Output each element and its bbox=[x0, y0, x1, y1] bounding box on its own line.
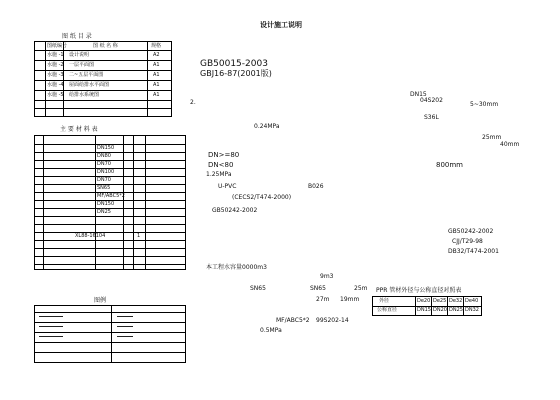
diameter-value: 19mm bbox=[340, 296, 360, 303]
pressure-value: 0.24MPa bbox=[254, 123, 280, 130]
legend-symbol bbox=[117, 316, 133, 317]
index-row-spec: A1 bbox=[153, 72, 160, 78]
ppr-header: De25 bbox=[433, 298, 447, 304]
index-header-spec: 规格 bbox=[151, 43, 162, 49]
index-row-spec: A1 bbox=[153, 62, 160, 68]
material-count: 1 bbox=[137, 233, 141, 239]
legend-title: 图例 bbox=[94, 297, 107, 304]
index-row-name: 二~五层平面图 bbox=[69, 72, 104, 78]
index-row-spec: A1 bbox=[153, 82, 160, 88]
index-row-name: 屋面给排水平面图 bbox=[69, 82, 110, 88]
index-row-name: 设计说明 bbox=[69, 52, 90, 58]
ppr-header: De20 bbox=[417, 298, 431, 304]
right-value: CJJ/T29-98 bbox=[452, 238, 483, 245]
index-row-name: 给排水系统图 bbox=[69, 92, 100, 98]
volume-small: 9m3 bbox=[320, 273, 334, 280]
height-value: 25m bbox=[354, 285, 368, 292]
atlas-code-2: 99S202-14 bbox=[316, 317, 349, 324]
material-code: DN150 bbox=[97, 201, 115, 207]
index-row-code: 水施 -5 bbox=[47, 92, 64, 98]
materials-table bbox=[34, 135, 186, 270]
legend-symbol bbox=[39, 316, 63, 317]
ppr-cell: DN20 bbox=[433, 307, 447, 313]
standard-code-2: GBJ16-87(2001版) bbox=[200, 69, 272, 78]
hydrant-code-b: SN65 bbox=[310, 285, 326, 292]
right-value: S36L bbox=[424, 114, 439, 121]
material-code: XL88-16104 bbox=[75, 233, 106, 239]
legend-symbol bbox=[39, 336, 63, 337]
right-value: 5~30mm bbox=[470, 101, 499, 108]
materials-title: 主 要 材 料 表 bbox=[60, 126, 98, 133]
ppr-cell: DN25 bbox=[449, 307, 463, 313]
standard-code-1: GB50015-2003 bbox=[200, 59, 268, 69]
design-notes-title: 设计施工说明 bbox=[260, 21, 302, 29]
index-row-code: 水施 -2 bbox=[47, 62, 64, 68]
note-line: 2. bbox=[190, 99, 196, 106]
legend-symbol bbox=[39, 326, 63, 327]
drawing-index-table bbox=[34, 41, 172, 117]
index-row-spec: A1 bbox=[153, 92, 160, 98]
material-code: MF/ABC5*2 bbox=[97, 193, 125, 199]
material-code: DN100 bbox=[97, 169, 115, 175]
pipe-size-a: DN>=80 bbox=[208, 151, 240, 159]
material-code: DN70 bbox=[97, 177, 111, 183]
index-row-code: 水施 -4 bbox=[47, 82, 64, 88]
right-value: 04S202 bbox=[420, 97, 443, 104]
index-row-name: 一层平面图 bbox=[69, 62, 95, 68]
ppr-header: De40 bbox=[465, 298, 479, 304]
pressure-test: 0.5MPa bbox=[260, 327, 282, 334]
volume-note: 本工程水容量0000m3 bbox=[206, 264, 267, 271]
material-code: DN70 bbox=[97, 161, 111, 167]
pipe-size-b: DN<80 bbox=[208, 161, 234, 169]
spec-code: (CECS2/T474-2000) bbox=[232, 194, 292, 201]
atlas-code: B026 bbox=[308, 183, 324, 190]
right-value: 40mm bbox=[500, 141, 520, 148]
index-row-spec: A2 bbox=[153, 52, 160, 58]
pressure-rating: 1.25MPa bbox=[206, 171, 232, 178]
right-value: 800mm bbox=[436, 161, 463, 169]
ppr-cell: 公称直径 bbox=[377, 307, 398, 313]
legend-symbol bbox=[117, 326, 133, 327]
material-code: DN80 bbox=[97, 153, 111, 159]
material-code: SN65 bbox=[97, 185, 111, 191]
index-row-code: 水施 -3 bbox=[47, 72, 64, 78]
gb-code: GB50242-2002 bbox=[212, 207, 258, 214]
ppr-table-title: PPR 管材外径与公称直径对照表 bbox=[376, 287, 462, 294]
drawing-index-title: 图 纸 目 录 bbox=[62, 33, 92, 40]
ppr-table bbox=[372, 296, 482, 316]
material-code: DN25 bbox=[97, 209, 111, 215]
extinguisher-code: MF/ABC5*2 bbox=[276, 317, 310, 324]
right-value: GB50242-2002 bbox=[448, 228, 494, 235]
index-header-name: 图 纸 名 称 bbox=[93, 43, 118, 49]
right-value: 25mm bbox=[482, 134, 502, 141]
time-value: 27m bbox=[316, 296, 330, 303]
index-row-code: 水施 -1 bbox=[47, 52, 64, 58]
ppr-header: 外径 bbox=[379, 298, 390, 304]
material-type: U-PVC bbox=[218, 183, 237, 190]
index-header-code: 图纸编号 bbox=[47, 43, 68, 49]
ppr-header: De32 bbox=[449, 298, 463, 304]
right-value: DB32/T474-2001 bbox=[448, 248, 499, 255]
right-value: DN15 bbox=[410, 91, 427, 98]
ppr-cell: DN32 bbox=[465, 307, 479, 313]
ppr-cell: DN15 bbox=[417, 307, 431, 313]
legend-symbol bbox=[117, 336, 133, 337]
hydrant-code-a: SN65 bbox=[250, 285, 266, 292]
material-code: DN150 bbox=[97, 145, 115, 151]
legend-table bbox=[34, 305, 186, 363]
